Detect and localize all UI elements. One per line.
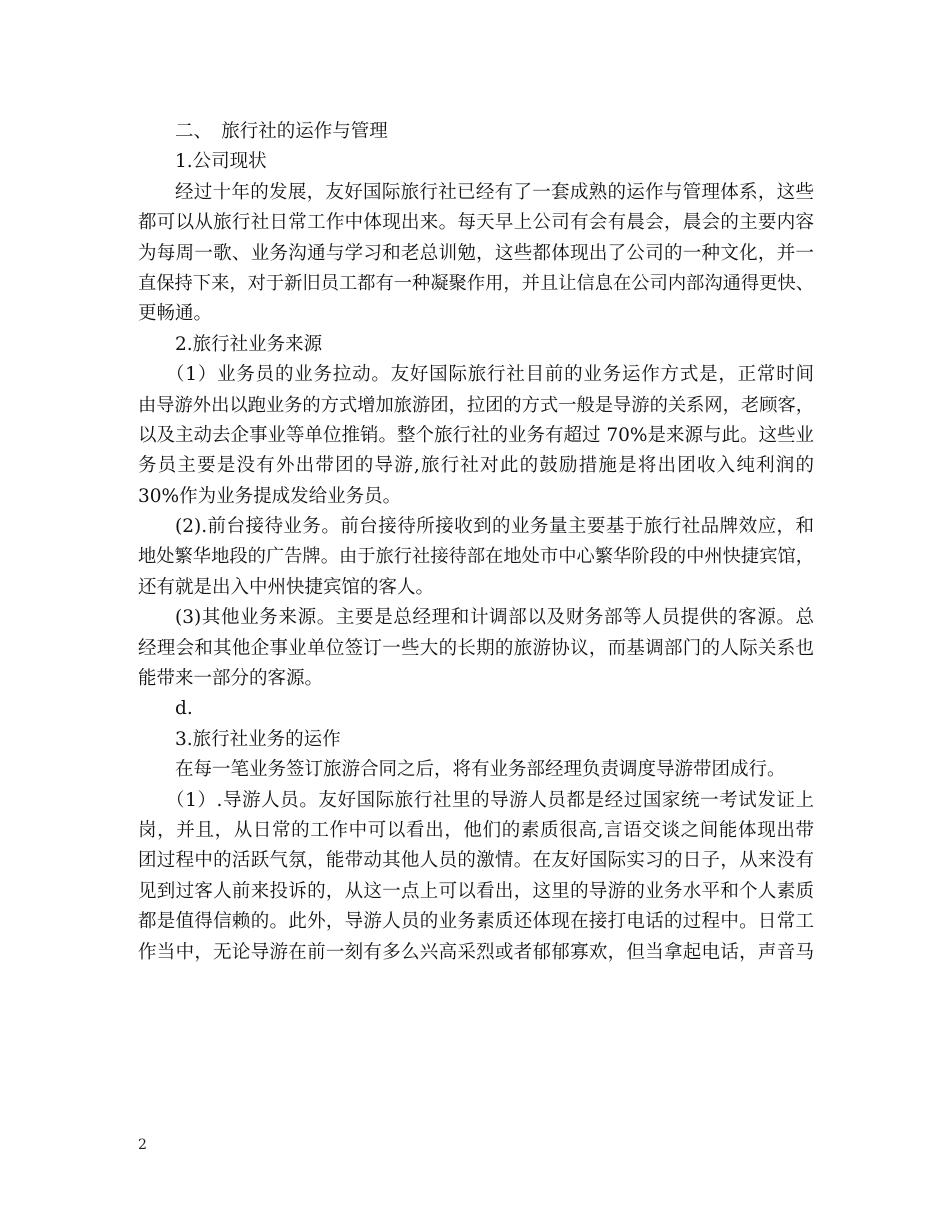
subsection-heading: 2.旅行社业务来源	[175, 333, 323, 355]
section-heading: 二、 旅行社的运作与管理	[175, 121, 388, 142]
paragraph-line: d.	[175, 698, 193, 720]
page-number: 2	[138, 1137, 147, 1153]
paragraph-line: 作当中，无论导游在前一刻有多么兴高采烈或者郁郁寡欢，但当拿起电话，声音马	[138, 941, 814, 963]
paragraph-line: 在每一笔业务签订旅游合同之后，将有业务部经理负责调度导游带团成行。	[175, 759, 786, 781]
paragraph-line: 由导游外出以跑业务的方式增加旅游团，拉团的方式一般是导游的关系网，老顾客，	[138, 394, 814, 416]
paragraph-line: 务员主要是没有外出带团的导游,旅行社对此的鼓励措施是将出团收入纯利润的	[138, 455, 814, 477]
paragraph-line: 还有就是出入中州快捷宾馆的客人。	[138, 576, 435, 598]
paragraph-line: 经理会和其他企事业单位签订一些大的长期的旅游协议，而基调部门的人际关系也	[138, 637, 814, 659]
subsection-heading: 3.旅行社业务的运作	[175, 728, 341, 750]
paragraph-line: 地处繁华地段的广告牌。由于旅行社接待部在地处市中心繁华阶段的中州快捷宾馆，	[138, 546, 814, 568]
document-body	[138, 117, 814, 968]
paragraph-line: 直保持下来，对于新旧员工都有一种凝聚作用，并且让信息在公司内部沟通得更快、	[138, 272, 814, 294]
paragraph-line: 为每周一歌、业务沟通与学习和老总训勉，这些都体现出了公司的一种文化，并一	[138, 242, 814, 264]
paragraph-line: (2).前台接待业务。前台接待所接收到的业务量主要基于旅行社品牌效应，和	[175, 516, 814, 538]
paragraph-line: 都是值得信赖的。此外，导游人员的业务素质还体现在接打电话的过程中。日常工	[138, 911, 814, 933]
paragraph-line: 经过十年的发展，友好国际旅行社已经有了一套成熟的运作与管理体系，这些	[175, 181, 814, 203]
paragraph-line: （1）业务员的业务拉动。友好国际旅行社目前的业务运作方式是，正常时间	[166, 364, 814, 386]
paragraph-line: 能带来一部分的客源。	[138, 668, 324, 690]
paragraph-line: (3)其他业务来源。主要是总经理和计调部以及财务部等人员提供的客源。总	[175, 607, 814, 629]
paragraph-line: 都可以从旅行社日常工作中体现出来。每天早上公司有会有晨会，晨会的主要内容	[138, 212, 814, 234]
paragraph-line: 以及主动去企事业等单位推销。整个旅行社的业务有超过 70%是来源与此。这些业	[138, 424, 815, 446]
paragraph-line: 30%作为业务提成发给业务员。	[138, 485, 402, 507]
subsection-heading: 1.公司现状	[175, 151, 267, 173]
paragraph-line: 团过程中的活跃气氛，能带动其他人员的激情。在友好国际实习的日子，从来没有	[138, 850, 814, 872]
paragraph-line: 更畅通。	[138, 303, 213, 325]
paragraph-line: 岗，并且，从日常的工作中可以看出，他们的素质很高,言语交谈之间能体现出带	[138, 819, 814, 841]
paragraph-line: （1）.导游人员。友好国际旅行社里的导游人员都是经过国家统一考试发证上	[166, 789, 814, 811]
paragraph-line: 见到过客人前来投诉的，从这一点上可以看出，这里的导游的业务水平和个人素质	[138, 880, 814, 902]
